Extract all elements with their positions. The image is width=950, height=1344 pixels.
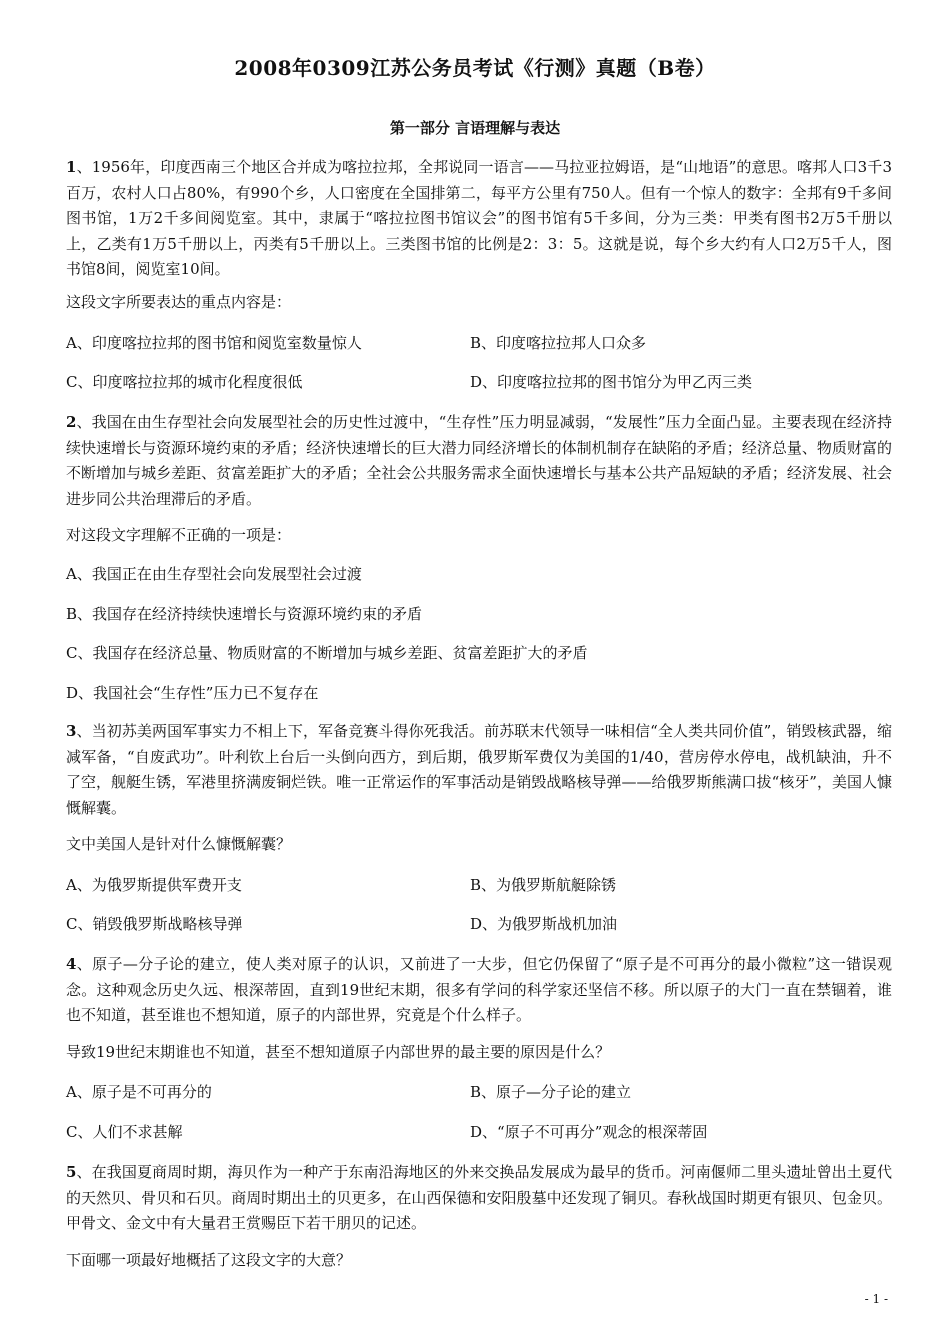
question-1-option-b: B、印度喀拉拉邦人口众多 xyxy=(470,334,647,352)
question-1-option-a: A、印度喀拉拉邦的图书馆和阅览室数量惊人 xyxy=(66,334,362,352)
section-heading: 第一部分 言语理解与表达 xyxy=(389,119,561,137)
question-2-option-d: D、我国社会“生存性”压力已不复存在 xyxy=(66,684,319,702)
question-5-text xyxy=(66,1160,892,1237)
question-4-prompt: 导致19世纪末期谁也不知道，甚至不想知道原子内部世界的最主要的原因是什么？ xyxy=(66,1043,611,1061)
question-3-text xyxy=(66,719,892,821)
question-body: 、我国在由生存型社会向发展型社会的历史性过渡中，“生存性”压力明显减弱，“发展性”压力全面凸显。主要表现在经济持续快速增长与资源环境约束的矛盾；经济快速增长的巨大潜力同经济增长的体制机制存在缺陷的矛盾；经济总量、物质财富的不断增加与城乡差距、贫富差距扩大的矛盾；全社会公共服务需求全面快速增长与基本公共产品短缺的矛盾；经济发展、社会进步同公共治理滞后的矛盾。 xyxy=(66,413,892,508)
question-number: 1 xyxy=(66,158,77,176)
question-3-option-d: D、为俄罗斯战机加油 xyxy=(470,915,618,933)
question-3-prompt: 文中美国人是针对什么慷慨解囊？ xyxy=(66,835,292,853)
question-number: 4 xyxy=(66,955,77,973)
question-1-option-d: D、印度喀拉拉邦的图书馆分为甲乙丙三类 xyxy=(470,373,753,391)
question-2-option-c: C、我国存在经济总量、物质财富的不断增加与城乡差距、贫富差距扩大的矛盾 xyxy=(66,644,588,662)
question-4-option-d: D、“原子不可再分”观念的根深蒂固 xyxy=(470,1123,708,1141)
question-4-option-a: A、原子是不可再分的 xyxy=(66,1083,212,1101)
question-3-option-b: B、为俄罗斯航艇除锈 xyxy=(470,876,617,894)
question-3-option-c: C、销毁俄罗斯战略核导弹 xyxy=(66,915,243,933)
page-number: - 1 - xyxy=(864,1292,888,1306)
question-body: 、原子—分子论的建立，使人类对原子的认识，又前进了一大步，但它仍保留了“原子是不可再分的最小微粒”这一错误观念。这种观念历史久远、根深蒂固，直到19世纪末期，很多有学问的科学家还坚信不移。所以原子的大门一直在禁锢着，谁也不知道，甚至谁也不想知道，原子的内部世界，究竟是个什么样子。 xyxy=(66,955,892,1024)
question-2-text xyxy=(66,410,892,512)
question-number: 5 xyxy=(66,1163,77,1181)
question-4-option-b: B、原子—分子论的建立 xyxy=(470,1083,632,1101)
question-1-text xyxy=(66,155,892,283)
question-4-text xyxy=(66,952,892,1029)
question-2-prompt: 对这段文字理解不正确的一项是： xyxy=(66,526,292,544)
question-body: 、在我国夏商周时期，海贝作为一种产于东南沿海地区的外来交换品发展成为最早的货币。河南偃师二里头遗址曾出土夏代的天然贝、骨贝和石贝。商周时期出土的贝更多，在山西保德和安阳殷墓中还发现了铜贝。春秋战国时期更有银贝、包金贝。甲骨文、金文中有大量君王赏赐臣下若干朋贝的记述。 xyxy=(66,1163,892,1232)
question-5-prompt: 下面哪一项最好地概括了这段文字的大意？ xyxy=(66,1251,352,1269)
question-4-option-c: C、人们不求甚解 xyxy=(66,1123,183,1141)
question-3-option-a: A、为俄罗斯提供军费开支 xyxy=(66,876,242,894)
question-2-option-b: B、我国存在经济持续快速增长与资源环境约束的矛盾 xyxy=(66,605,423,623)
question-body: 、1956年，印度西南三个地区合并成为喀拉拉邦，全邦说同一语言——马拉亚拉姆语，是“山地语”的意思。喀邦人口3千3百万，农村人口占80%，有990个乡，人口密度在全国排第二，每平方公里有750人。但有一个惊人的数字：全邦有9千多间图书馆，1万2千多间阅览室。其中，隶属于“喀拉拉图书馆议会”的图书馆有5千多间，分为三类：甲类有图书2万5千册以上，乙类有1万5千册以上，丙类有5千册以上。三类图书馆的比例是2：3：5。这就是说，每个乡大约有人口2万5千人，图书馆8间，阅览室10间。 xyxy=(66,158,892,278)
question-body: 、当初苏美两国军事实力不相上下，军备竞赛斗得你死我活。前苏联末代领导一味相信“全人类共同价值”，销毁核武器，缩减军备，“自废武功”。叶利钦上台后一头倒向西方，到后期，俄罗斯军费仅为美国的1/40，营房停水停电，战机缺油，升不了空，舰艇生锈，军港里挤满废铜烂铁。唯一正常运作的军事活动是销毁战略核导弹——给俄罗斯熊满口拔“核牙”，美国人慷慨解囊。 xyxy=(66,722,892,817)
question-1-option-c: C、印度喀拉拉邦的城市化程度很低 xyxy=(66,373,303,391)
question-1-prompt: 这段文字所要表达的重点内容是： xyxy=(66,293,292,311)
document-title: 2008年0309江苏公务员考试《行测》真题（B卷） xyxy=(234,56,716,80)
question-2-option-a: A、我国正在由生存型社会向发展型社会过渡 xyxy=(66,565,362,583)
question-number: 2 xyxy=(66,413,77,431)
question-number: 3 xyxy=(66,722,77,740)
